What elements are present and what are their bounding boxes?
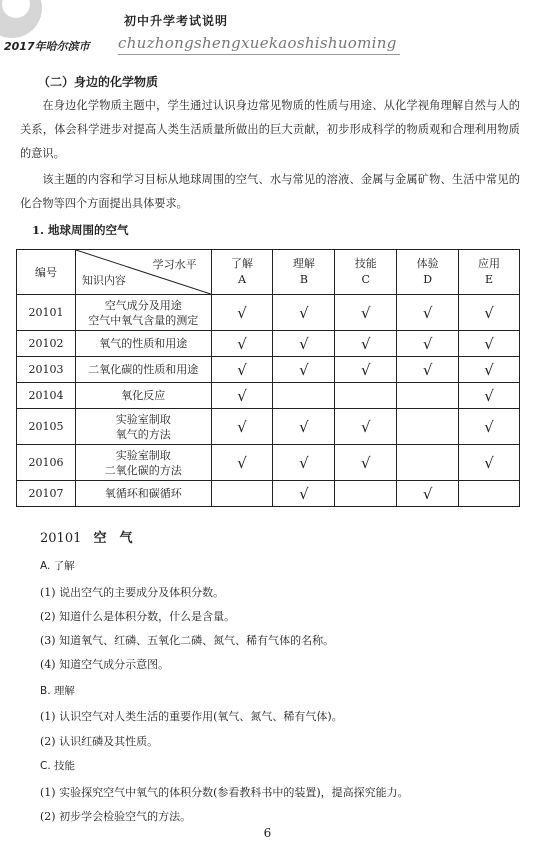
check-mark: √ (211, 409, 273, 445)
table-row (17, 481, 520, 507)
check-mark: √ (397, 357, 459, 383)
header-code: 编号 (17, 250, 76, 295)
row-content-line: 实验室制取 (115, 412, 171, 426)
row-content-line: 二氧化碳的方法 (104, 463, 182, 477)
intro-text-1: 在身边化学物质主题中，学生通过认识身边常见物质的性质与用途、从化学视角理解自然与人的关系，体会科学进步对提高人类生活质量所做出的巨大贡献，初步形成科学的物质观和合理利用物质的意识。 (20, 99, 520, 160)
intro-paragraph-2 (20, 168, 520, 216)
level-section-title: A. 了解 (40, 560, 75, 572)
check-mark: √ (459, 331, 520, 357)
check-mark (335, 383, 397, 409)
check-mark: √ (335, 409, 397, 445)
level-section-title: B. 理解 (40, 685, 75, 697)
check-mark (397, 409, 459, 445)
row-content (75, 409, 211, 445)
row-content-line: 氧化反应 (121, 389, 166, 402)
requirement-item: (2) 知道什么是体积分数，什么是含量。 (40, 610, 236, 623)
check-mark: √ (273, 357, 335, 383)
header-title: 初中升学考试说明 (124, 14, 229, 28)
row-content-line: 氧循环和碳循环 (104, 487, 182, 500)
row-content-line: 空气成分及用途 (104, 298, 182, 312)
requirement-item: (2) 初步学会检验空气的方法。 (40, 810, 192, 823)
table-row (17, 295, 520, 331)
check-mark (335, 481, 397, 507)
table-header-row (17, 250, 520, 295)
table-row (17, 409, 520, 445)
requirement-item: (4) 知道空气成分示意图。 (40, 658, 170, 671)
row-code: 20105 (17, 409, 76, 445)
table-row (17, 445, 520, 481)
row-content-line: 空气中氧气含量的测定 (88, 313, 199, 327)
table-row (17, 383, 520, 409)
row-content-line: 二氧化碳的性质和用途 (88, 363, 199, 376)
intro-paragraph-1 (20, 94, 520, 166)
subsection-title: 1. 地球周围的空气 (32, 223, 129, 237)
row-content-line: 氧气的方法 (115, 427, 171, 441)
check-mark: √ (211, 295, 273, 331)
row-code: 20106 (17, 445, 76, 481)
check-mark: √ (273, 331, 335, 357)
check-mark: √ (273, 445, 335, 481)
section-title: （二）身边的化学物质 (38, 75, 159, 89)
table-row (17, 357, 520, 383)
check-mark: √ (335, 357, 397, 383)
corner-label-bottom: 知识内容 (81, 274, 126, 287)
item-name: 空 气 (93, 531, 133, 546)
check-mark: √ (459, 409, 520, 445)
item-code: 20101 (40, 531, 82, 546)
header-divider (118, 54, 400, 55)
requirement-item: (1) 说出空气的主要成分及体积分数。 (40, 586, 225, 599)
knowledge-table (16, 249, 520, 507)
check-mark: √ (459, 383, 520, 409)
requirement-item: (3) 知道氧气、红磷、五氧化二磷、氮气、稀有气体的名称。 (40, 634, 335, 647)
check-mark: √ (459, 357, 520, 383)
level-header-c: 技能 C (335, 250, 397, 295)
requirement-item: (2) 认识红磷及其性质。 (40, 735, 159, 748)
row-code: 20104 (17, 383, 76, 409)
row-content (75, 331, 211, 357)
row-content (75, 481, 211, 507)
row-code: 20101 (17, 295, 76, 331)
corner-label-top: 学习水平 (152, 258, 197, 271)
check-mark (459, 481, 520, 507)
row-code: 20107 (17, 481, 76, 507)
header-diagonal-cell (75, 250, 211, 295)
check-mark: √ (273, 295, 335, 331)
row-code: 20102 (17, 331, 76, 357)
check-mark: √ (397, 331, 459, 357)
check-mark (273, 383, 335, 409)
level-section-title: C. 技能 (40, 760, 76, 772)
check-mark: √ (335, 445, 397, 481)
check-mark: √ (211, 383, 273, 409)
level-header-d: 体验 D (397, 250, 459, 295)
check-mark: √ (211, 445, 273, 481)
check-mark: √ (335, 331, 397, 357)
check-mark (211, 481, 273, 507)
table-row (17, 331, 520, 357)
item-heading (40, 527, 133, 546)
header-pinyin: chuzhongshengxuekaoshishuoming (118, 34, 397, 52)
row-content-line: 氧气的性质和用途 (99, 337, 188, 350)
level-header-b: 理解 B (273, 250, 335, 295)
check-mark: √ (459, 295, 520, 331)
row-content (75, 383, 211, 409)
row-code: 20103 (17, 357, 76, 383)
row-content (75, 295, 211, 331)
check-mark: √ (211, 357, 273, 383)
check-mark: √ (211, 331, 273, 357)
requirement-item: (1) 实验探究空气中氧气的体积分数(参看教科书中的装置)，提高探究能力。 (40, 786, 409, 799)
page-number: 6 (263, 826, 272, 840)
level-header-a: 了解 A (211, 250, 273, 295)
check-mark (397, 383, 459, 409)
row-content (75, 445, 211, 481)
header-year: 2017年哈尔滨市 (4, 40, 90, 53)
row-content (75, 357, 211, 383)
table-body (17, 295, 520, 507)
check-mark: √ (459, 445, 520, 481)
check-mark: √ (397, 481, 459, 507)
check-mark: √ (273, 481, 335, 507)
check-mark: √ (273, 409, 335, 445)
row-content-line: 实验室制取 (115, 448, 171, 462)
check-mark (397, 445, 459, 481)
requirement-item: (1) 认识空气对人类生活的重要作用(氧气、氮气、稀有气体)。 (40, 710, 343, 723)
intro-text-2: 该主题的内容和学习目标从地球周围的空气、水与常见的溶液、金属与金属矿物、生活中常见的化合物等四个方面提出具体要求。 (20, 173, 520, 210)
check-mark: √ (397, 295, 459, 331)
level-header-e: 应用 E (459, 250, 520, 295)
check-mark: √ (335, 295, 397, 331)
